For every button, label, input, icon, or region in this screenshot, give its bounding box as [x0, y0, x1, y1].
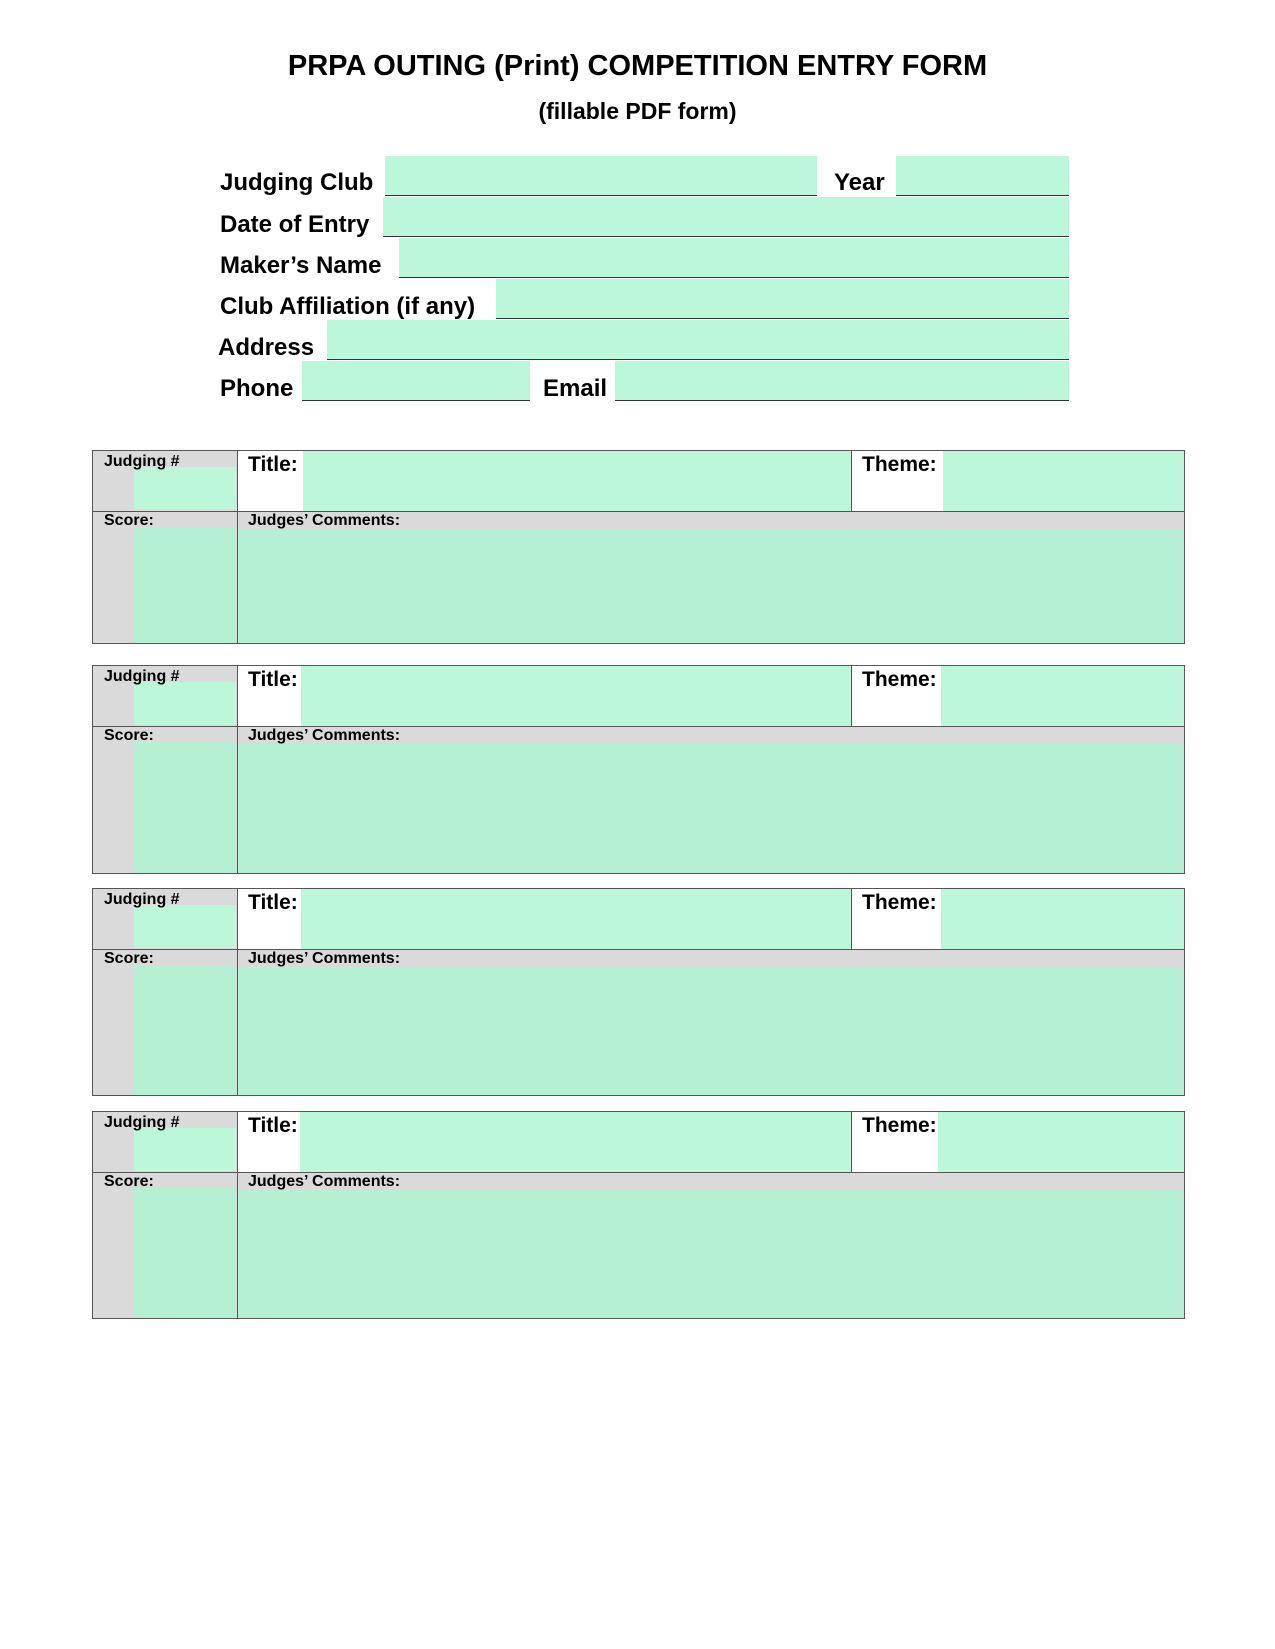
- club-affiliation-field[interactable]: [496, 279, 1069, 319]
- phone-label: Phone: [220, 375, 294, 402]
- email-field[interactable]: [615, 361, 1069, 401]
- title-label: Title:: [248, 668, 298, 691]
- comments-field[interactable]: [238, 1190, 1184, 1318]
- makers-name-label: Maker’s Name: [220, 252, 382, 279]
- title-label: Title:: [248, 453, 298, 476]
- entry-block: [92, 1111, 1185, 1319]
- comments-field[interactable]: [238, 529, 1184, 643]
- judging-number-field[interactable]: [134, 1128, 236, 1171]
- address-label: Address: [218, 334, 315, 361]
- comments-label: Judges’ Comments:: [248, 1173, 401, 1190]
- score-label: Score:: [104, 512, 154, 529]
- comments-field[interactable]: [238, 967, 1184, 1095]
- form-title: PRPA OUTING (Print) COMPETITION ENTRY FORM: [287, 50, 988, 82]
- judging-number-label: Judging #: [104, 1114, 180, 1131]
- judging-number-label: Judging #: [104, 891, 180, 908]
- entry-block: [92, 665, 1185, 874]
- title-label: Title:: [248, 891, 298, 914]
- comments-field[interactable]: [238, 744, 1184, 873]
- score-label: Score:: [104, 1173, 154, 1190]
- theme-label: Theme:: [862, 891, 937, 914]
- entry-block: [92, 450, 1185, 644]
- score-field[interactable]: [134, 527, 236, 643]
- theme-label: Theme:: [862, 453, 937, 476]
- theme-field[interactable]: [941, 889, 1184, 949]
- title-field[interactable]: [301, 889, 851, 949]
- comments-label: Judges’ Comments:: [248, 950, 401, 967]
- address-field[interactable]: [327, 320, 1069, 360]
- judging-number-label: Judging #: [104, 453, 180, 470]
- theme-label: Theme:: [862, 1114, 937, 1137]
- phone-field[interactable]: [302, 361, 530, 401]
- date-of-entry-label: Date of Entry: [220, 211, 370, 238]
- theme-field[interactable]: [941, 666, 1184, 726]
- judging-number-field[interactable]: [134, 682, 236, 725]
- title-field[interactable]: [300, 1112, 851, 1172]
- form-subtitle: (fillable PDF form): [538, 98, 737, 124]
- judging-number-field[interactable]: [134, 467, 236, 510]
- makers-name-field[interactable]: [399, 238, 1069, 278]
- judging-number-field[interactable]: [134, 905, 236, 948]
- score-field[interactable]: [134, 1188, 236, 1318]
- year-field[interactable]: [896, 156, 1069, 196]
- title-field[interactable]: [301, 666, 851, 726]
- comments-label: Judges’ Comments:: [248, 512, 401, 529]
- score-field[interactable]: [134, 965, 236, 1095]
- year-label: Year: [834, 169, 885, 196]
- theme-field[interactable]: [938, 1112, 1184, 1172]
- entry-block: [92, 888, 1185, 1096]
- judging-club-label: Judging Club: [220, 169, 374, 196]
- email-label: Email: [543, 375, 608, 402]
- date-of-entry-field[interactable]: [383, 197, 1069, 237]
- judging-club-field[interactable]: [385, 156, 817, 196]
- title-label: Title:: [248, 1114, 298, 1137]
- theme-label: Theme:: [862, 668, 937, 691]
- score-label: Score:: [104, 950, 154, 967]
- judging-number-label: Judging #: [104, 668, 180, 685]
- comments-label: Judges’ Comments:: [248, 727, 401, 744]
- title-field[interactable]: [303, 451, 851, 511]
- theme-field[interactable]: [943, 451, 1184, 511]
- score-field[interactable]: [134, 742, 236, 873]
- score-label: Score:: [104, 727, 154, 744]
- club-affiliation-label: Club Affiliation (if any): [220, 293, 476, 320]
